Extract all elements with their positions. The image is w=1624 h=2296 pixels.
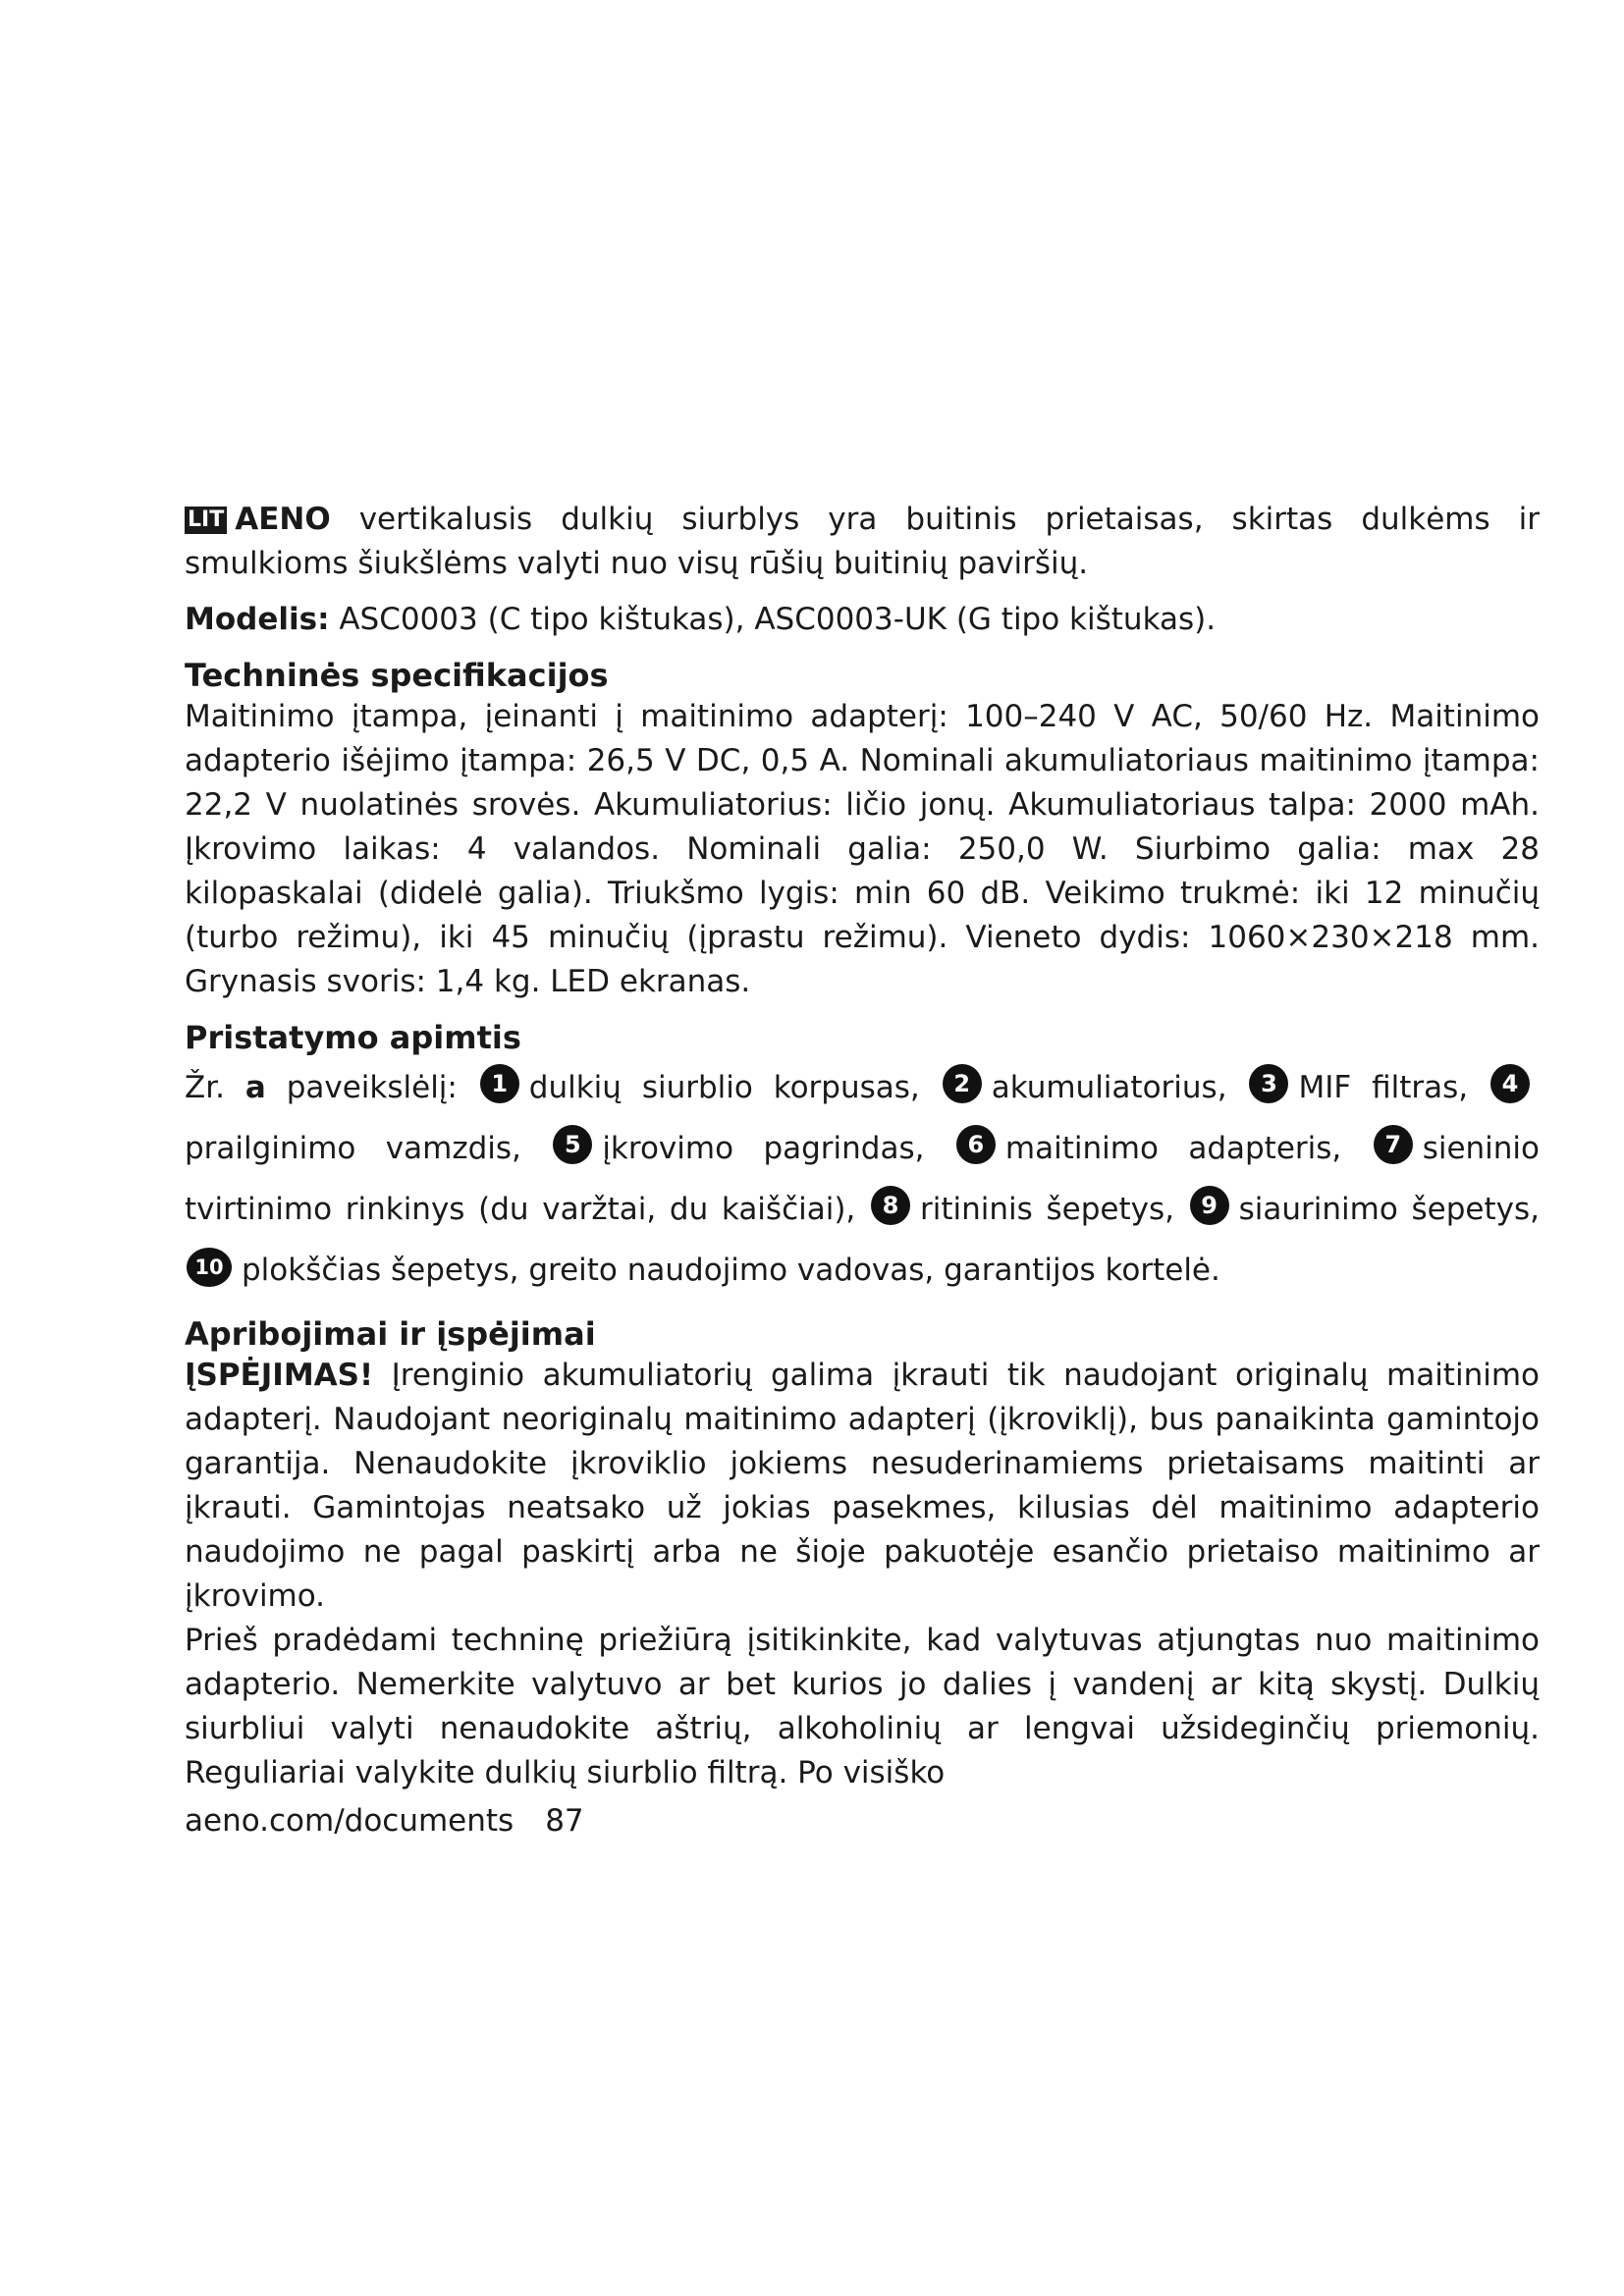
list-item: prailginimo vamzdis, bbox=[185, 1131, 521, 1166]
language-badge: LIT bbox=[185, 507, 227, 534]
model-text: ASC0003 (C tipo kištukas), ASC0003-UK (G tipo kištukas). bbox=[329, 602, 1217, 637]
brand-name: AENO bbox=[235, 502, 331, 537]
list-item: akumuliatorius, bbox=[991, 1070, 1227, 1105]
specs-heading: Techninės specifikacijos bbox=[185, 657, 609, 694]
warning-paragraph bbox=[185, 1354, 1540, 1619]
list-item: plokščias šepetys, greito naudojimo vadovas, garantijos kortelė. bbox=[242, 1253, 1220, 1288]
maintenance-paragraph: Prieš pradėdami techninę priežiūrą įsitikinkite, kad valytuvas atjungtas nuo maitinimo adapterio. Nemerkite valytuvo ar bet kurios jo dalies į vandenį ar kitą skystį. Dulkių siurbliui valyti nenaudokite aštrių, alkoholinių ar lengvai užsideginčių priemonių. Reguliariai valykite dulkių siurblio filtrą. Po visiško bbox=[185, 1623, 1540, 1790]
page-footer bbox=[185, 1799, 1540, 1843]
number-9-icon: 9 bbox=[1190, 1186, 1229, 1225]
warning-text: Įrenginio akumuliatorių galima įkrauti tik naudojant originalų maitinimo adapterį. Naudojant neoriginalų maitinimo adapterį (įkroviklį), bus panaikinta gamintojo garantija. Nenaudokite įkroviklio jokiems nesuderinamiems prietaisams maitinti ar įkrauti. Gamintojas neatsako už jokias pasekmes, kilusias dėl maitinimo adapterio naudojimo ne pagal paskirtį arba ne šioje pakuotėje esančio prietaiso maitinimo ar įkrovimo. bbox=[185, 1358, 1540, 1614]
list-item: įkrovimo pagrindas, bbox=[602, 1131, 925, 1166]
number-6-icon: 6 bbox=[956, 1125, 996, 1164]
number-8-icon: 8 bbox=[871, 1186, 910, 1225]
intro-text: vertikalusis dulkių siurblys yra buitinis prietaisas, skirtas dulkėms ir smulkioms šiukšlėms valyti nuo visų rūšių buitinių paviršių. bbox=[185, 502, 1540, 581]
warnings-heading: Apribojimai ir įspėjimai bbox=[185, 1315, 596, 1353]
delivery-lead: Žr. bbox=[185, 1070, 245, 1105]
number-5-icon: 5 bbox=[553, 1125, 592, 1164]
delivery-heading: Pristatymo apimtis bbox=[185, 1019, 521, 1056]
list-item: sieninio tvirtinimo rinkinys (du varžtai, du kaiščiai), bbox=[185, 1131, 1541, 1227]
delivery-list bbox=[185, 1057, 1540, 1301]
warning-label: ĮSPĖJIMAS! bbox=[185, 1358, 374, 1393]
number-7-icon: 7 bbox=[1374, 1125, 1413, 1164]
list-item: dulkių siurblio korpusas, bbox=[528, 1070, 920, 1105]
intro-paragraph bbox=[185, 498, 1540, 586]
documents-url: aeno.com/documents bbox=[185, 1803, 514, 1839]
number-4-icon: 4 bbox=[1490, 1064, 1530, 1103]
number-2-icon: 2 bbox=[943, 1064, 982, 1103]
list-item: maitinimo adapteris, bbox=[1004, 1131, 1342, 1166]
model-label: Modelis: bbox=[185, 602, 330, 637]
number-3-icon: 3 bbox=[1249, 1064, 1288, 1103]
number-10-icon: 10 bbox=[187, 1248, 232, 1287]
page-number: 87 bbox=[545, 1803, 584, 1839]
document-page bbox=[185, 498, 1540, 1843]
delivery-lead-end: paveikslėlį: bbox=[265, 1070, 458, 1105]
model-paragraph bbox=[185, 598, 1540, 642]
list-item: siaurinimo šepetys, bbox=[1238, 1192, 1540, 1227]
number-1-icon: 1 bbox=[480, 1064, 519, 1103]
specs-text: Maitinimo įtampa, įeinanti į maitinimo adapterį: 100–240 V AC, 50/60 Hz. Maitinimo adapterio išėjimo įtampa: 26,5 V DC, 0,5 A. Nominali akumuliatoriaus maitinimo įtampa: 22,2 V nuolatinės srovės. Akumuliatorius: ličio jonų. Akumuliatoriaus talpa: 2000 mAh. Įkrovimo laikas: 4 valandos. Nominali galia: 250,0 W. Siurbimo galia: max 28 kilopaskalai (didelė galia). Triukšmo lygis: min 60 dB. Veikimo trukmė: iki 12 minučių (turbo režimu), iki 45 minučių (įprastu režimu). Vieneto dydis: 1060×230×218 mm. Grynasis svoris: 1,4 kg. LED ekranas. bbox=[185, 699, 1540, 999]
figure-letter: a bbox=[244, 1070, 266, 1105]
list-item: ritininis šepetys, bbox=[919, 1192, 1174, 1227]
list-item: MIF filtras, bbox=[1298, 1070, 1469, 1105]
